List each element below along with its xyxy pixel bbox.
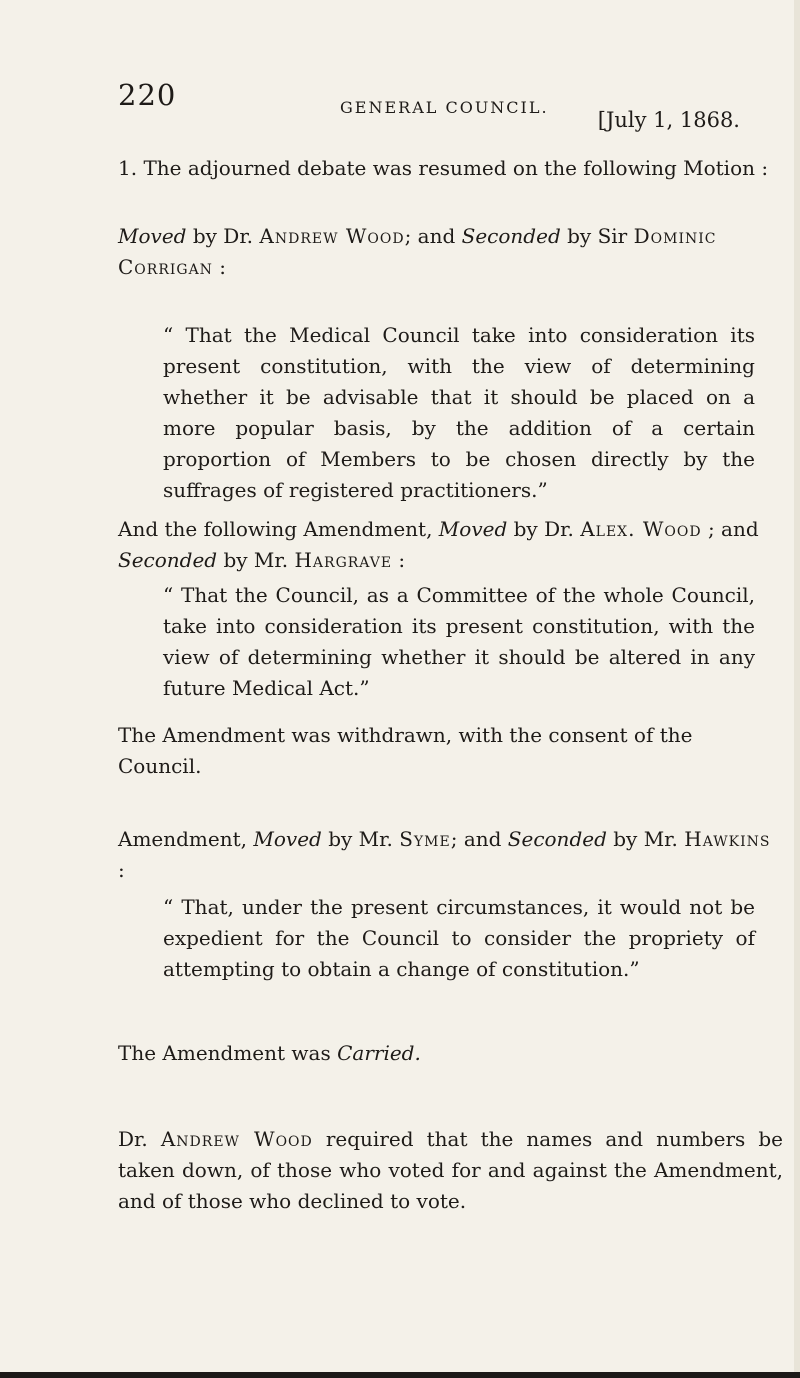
seconder-name: Hawkins	[684, 827, 771, 851]
paragraph-amendment-1	[118, 514, 778, 576]
text-fragment: ; and	[450, 827, 508, 851]
seconder-name: Hargrave	[294, 548, 393, 572]
text-fragment: by Mr.	[217, 548, 295, 572]
text-fragment: :	[212, 255, 227, 279]
text-fragment: ; and	[404, 224, 462, 248]
seconder-name: Dominic Corrigan	[118, 224, 717, 279]
paragraph-vote-request	[118, 1124, 783, 1217]
moved-label: Moved	[118, 224, 187, 248]
moved-label: Moved	[253, 827, 322, 851]
carried-label: Carried.	[337, 1041, 421, 1065]
quoted-amendment-text: “ That the Council, as a Committee of the whole Council, take into consideration its present constitution, with the view of determining whether it should be altered in any future Medical Act.”	[163, 583, 755, 700]
bottom-edge-rule	[0, 1372, 800, 1378]
withdrawn-text: The Amendment was withdrawn, with the consent of the Council.	[118, 723, 693, 778]
text-fragment: Amendment,	[118, 827, 254, 851]
seconded-label: Seconded	[461, 224, 561, 248]
page-number: 220	[118, 78, 177, 112]
text-fragment: by Mr.	[321, 827, 400, 851]
moved-label: Moved	[438, 517, 508, 541]
seconded-label: Seconded	[507, 827, 607, 851]
paragraph-motion-intro	[118, 153, 778, 184]
page-edge-shading	[794, 0, 800, 1378]
vote-request-text: required that the names and numbers be taken down, of those who voted for and against the Amendment, and of those who declined to vote.	[118, 1127, 783, 1213]
paragraph-withdrawn	[118, 720, 778, 782]
text-fragment: by Dr.	[507, 517, 581, 541]
mover-name: Syme	[399, 827, 451, 851]
seconded-label: Seconded	[118, 548, 218, 572]
paragraph-carried	[118, 1038, 778, 1069]
text-fragment: :	[392, 548, 406, 572]
mover-name: Andrew Wood	[259, 224, 405, 248]
text-fragment: by Mr.	[606, 827, 685, 851]
quoted-motion	[163, 320, 755, 506]
page-header	[118, 78, 770, 132]
date-heading: [July 1, 1868.	[597, 108, 740, 132]
text-fragment: The Amendment was	[118, 1041, 338, 1065]
text-fragment: by Dr.	[186, 224, 260, 248]
mover-name: Alex. Wood	[580, 517, 702, 541]
text-fragment: And the following Amendment,	[118, 517, 439, 541]
running-head: GENERAL COUNCIL.	[340, 98, 549, 117]
quoted-amendment-2	[163, 892, 755, 985]
text-fragment: Dr.	[118, 1127, 161, 1151]
text-fragment: by Sir	[560, 224, 634, 248]
quoted-amendment-1	[163, 580, 755, 704]
motion-intro-text: 1. The adjourned debate was resumed on the following Motion :	[118, 156, 769, 180]
paragraph-moved-seconded-1	[118, 221, 778, 283]
paragraph-amendment-2	[118, 824, 778, 886]
text-fragment: ; and	[701, 517, 759, 541]
quoted-amendment-text: “ That, under the present circumstances, it would not be expedient for the Council to consider the propriety of attempting to obtain a change of constitution.”	[163, 895, 755, 981]
quoted-motion-text: “ That the Medical Council take into consideration its present constitution, with the view of determining whether it be advisable that it should be placed on a more popular basis, by the addition of a certain proportion of Members to be chosen directly by the suffrages of registered practitioners.”	[163, 323, 755, 502]
text-fragment: :	[118, 858, 125, 882]
requester-name: Andrew Wood	[160, 1127, 313, 1151]
